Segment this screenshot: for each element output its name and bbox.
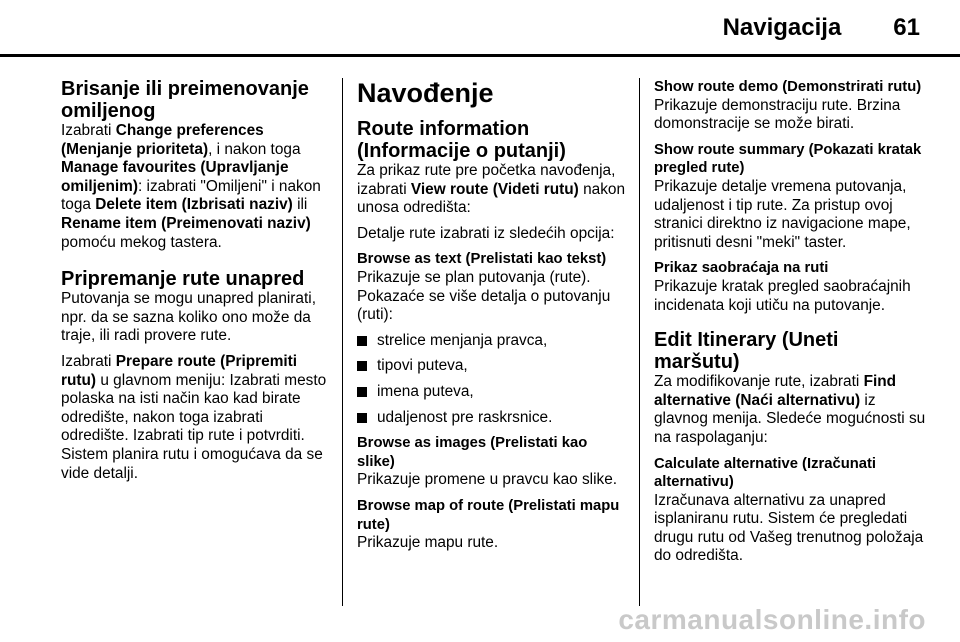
list-item-text: udaljenost pre raskrsnice. (377, 408, 553, 426)
text: Za prikaz rute pre početka navođenja, izabrati (357, 162, 616, 198)
text: , i nakon toga (208, 140, 301, 158)
section-edit-itinerary (654, 329, 926, 566)
option-entry (654, 141, 926, 253)
list-item-text: imena puteva, (377, 382, 474, 400)
bullet-square-icon (357, 336, 367, 346)
column-middle (357, 78, 629, 553)
option-term: Show route summary (Pokazati kratak pregled rute) (654, 141, 922, 177)
option-description: Prikazuje detalje vremena putovanja, udaljenost i tip rute. Za pristup ovoj stranici direktno iz navigacione mape, pritisnuti desni "meki" taster. (654, 177, 911, 251)
section-heading: Pripremanje rute unapred (61, 268, 305, 291)
menu-term: Manage favourites (Upravljanje omiljenim) (61, 159, 289, 195)
text: pomoću mekog tastera. (61, 233, 222, 251)
option-entry (357, 250, 629, 427)
section-prepare-route (61, 268, 329, 483)
text: Izabrati (61, 122, 116, 139)
list-item (357, 357, 629, 376)
text: Za modifikovanje rute, izabrati (654, 373, 864, 391)
page-number: 61 (893, 14, 920, 41)
option-entry (357, 434, 629, 490)
column-divider (342, 78, 343, 606)
option-description: Prikazuje demonstraciju rute. Brzina domonstracije se može birati. (654, 96, 901, 133)
bullet-square-icon (357, 387, 367, 397)
menu-term: View route (Videti rutu) (410, 180, 579, 198)
section-delete-rename (61, 78, 329, 252)
chapter-title: Navigacija (722, 14, 842, 41)
text: Izabrati (61, 352, 116, 370)
page-header (723, 14, 920, 42)
menu-term: Change preferences (Menjanje prioriteta) (61, 122, 264, 158)
list-item (357, 332, 629, 351)
option-entry (654, 78, 926, 134)
paragraph (654, 373, 926, 447)
list-item (357, 383, 629, 402)
text: u glavnom meniju: Izabrati mesto polaska na isti način kao kad birate odredište, nakon toga izabrati odredište. Izabrati tip rute i potvrditi. Sistem planira rutu i omogućava da se vide detalji. (61, 371, 327, 482)
column-divider (639, 78, 640, 606)
text: nakon unosa odredišta: (357, 180, 626, 217)
menu-term: Rename item (Preimenovati naziv) (61, 214, 311, 232)
option-term: Browse map of route (Prelistati mapu rute) (357, 497, 620, 533)
option-term: Browse as images (Prelistati kao slike) (357, 435, 588, 470)
menu-term: Delete item (Izbrisati naziv) (95, 196, 293, 214)
option-description: Prikazuje promene u pravcu kao slike. (357, 471, 618, 489)
text: iz glavnog menija. Sledeće mogućnosti su na raspolaganju: (654, 391, 926, 446)
paragraph (357, 162, 629, 218)
option-description: Prikazuje mapu rute. (357, 534, 499, 552)
list-item-text: tipovi puteva, (377, 357, 468, 375)
section-heading: Route information (Informacije o putanji) (357, 118, 566, 162)
paragraph (61, 353, 329, 483)
watermark: carmanualsonline.info (618, 604, 926, 635)
option-description: Prikazuje kratak pregled saobraćajnih incidenata koji utiču na putovanje. (654, 277, 911, 314)
chapter-heading: Navođenje (357, 78, 494, 108)
option-term: Show route demo (Demonstrirati rutu) (654, 79, 922, 95)
column-right (654, 78, 926, 566)
paragraph (61, 122, 329, 252)
option-description: Izračunava alternativu za unapred isplaniranu rutu. Sistem će pregledati drugu rutu od Vašeg trenutnog položaja do odredišta. (654, 491, 924, 565)
bullet-square-icon (357, 413, 367, 423)
text: ili (292, 196, 308, 214)
option-term: Browse as text (Prelistati kao tekst) (357, 251, 607, 268)
option-description: Prikazuje se plan putovanja (rute). Pokazaće se više detalja o putovanju (ruti): (357, 268, 611, 324)
option-term: Prikaz saobraćaja na ruti (654, 260, 829, 277)
option-entry (654, 455, 926, 567)
bullet-square-icon (357, 361, 367, 371)
list-item-text: strelice menjanja pravca, (377, 331, 548, 349)
paragraph: Putovanja se mogu unapred planirati, npr. da se sazna koliko ono može da traje, ili radi provere rute. (61, 290, 316, 345)
option-term: Calculate alternative (Izračunati alternativu) (654, 455, 877, 491)
text: : izabrati "Omiljeni" i nakon toga (61, 177, 321, 214)
menu-term: Prepare route (Pripremiti rutu) (61, 352, 298, 389)
section-heading: Edit Itinerary (Uneti maršutu) (654, 329, 839, 374)
menu-term: Find alternative (Naći alternativu) (654, 373, 897, 409)
paragraph: Detalje rute izabrati iz sledećih opcija: (357, 224, 615, 242)
header-rule (0, 54, 960, 57)
list-item (357, 409, 629, 428)
bullet-list (357, 332, 629, 427)
option-entry (357, 497, 629, 553)
section-heading: Brisanje ili preimenovanje omiljenog (61, 78, 309, 122)
column-left (61, 78, 329, 483)
option-entry (654, 259, 926, 315)
